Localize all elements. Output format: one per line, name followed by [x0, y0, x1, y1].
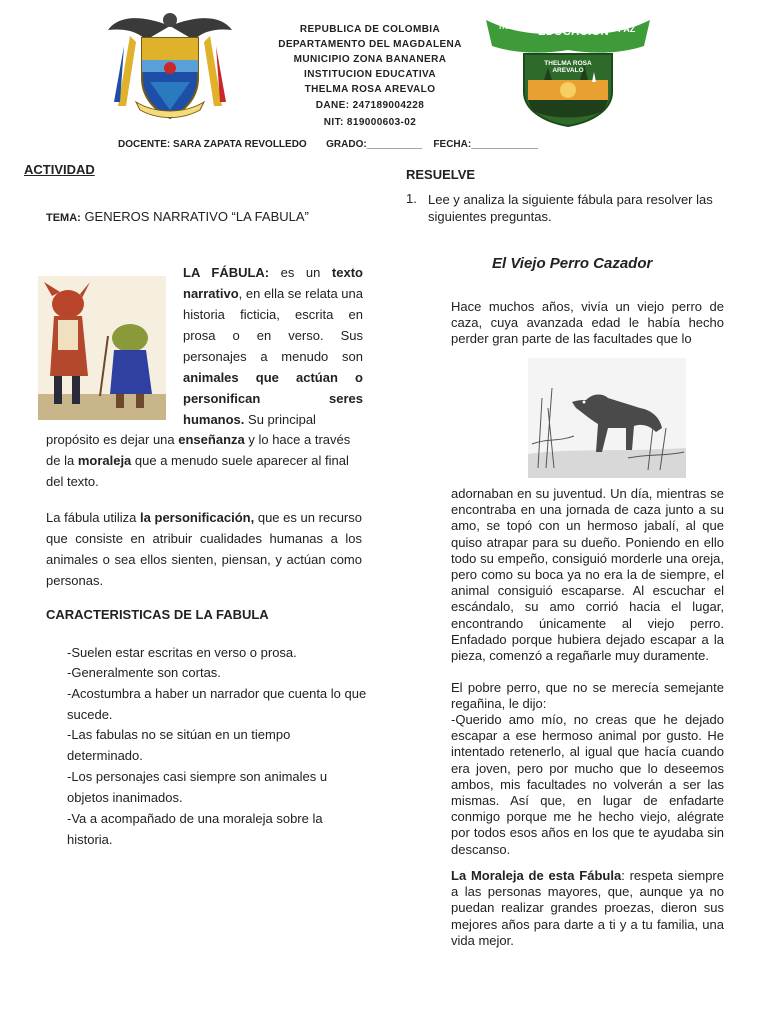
header-line-municipio: MUNICIPIO ZONA BANANERA — [293, 54, 447, 65]
fabula-term: LA FÁBULA: — [183, 265, 270, 280]
header-line-republica: REPUBLICA DE COLOMBIA — [299, 24, 441, 35]
story-paragraph-3: El pobre perro, que no se merecía semejante regañina, le dijo: — [451, 680, 724, 712]
tema-label: TEMA: — [46, 212, 81, 224]
fabula-text-1: es un — [269, 265, 332, 280]
instruction-number: 1. — [406, 191, 417, 206]
logo-banner-trabajo: TRABAJO — [498, 24, 532, 31]
logo-school-name: THELMA ROSA AREVALO — [544, 60, 592, 74]
actividad-heading: ACTIVIDAD — [24, 162, 95, 177]
fabula-text-3: propósito es dejar una — [46, 432, 179, 447]
fabula-definition-top — [183, 262, 363, 430]
fabula-bold-ensenanza: enseñanza — [178, 432, 245, 447]
story-title: El Viejo Perro Cazador — [492, 255, 653, 272]
fabula-bold-moraleja: moraleja — [77, 453, 132, 468]
story-paragraph-2: adornaban en su juventud. Un día, mientras se encontraba en una jornada de caza junto a su amo, se topó con un hermoso jabalí, al que quiso atrapar para su dueño. Poniendo en ello todo su empeño, consiguió morderle una oreja, pero como su boca ya no era la de siempre, el animal consiguió escaparse. Al escuchar el escándalo, su amo corrió hacia el lugar, encontrando únicamente al viejo perro. Enfadado porque hubiera dejado escapar a la pieza, comenzó a regañarle muy duramente. — [451, 486, 724, 664]
docente-grado-fecha-line: DOCENTE: SARA ZAPATA REVOLLEDO GRADO:__________ FECHA:____________ — [118, 139, 538, 150]
resuelve-heading: RESUELVE — [406, 167, 476, 182]
personificacion-text-2: que es un recurso que consiste en atribuir cualidades humanas a los animales o sea ellos sienten, piensan, y actúan como personas. — [46, 510, 362, 588]
story-paragraph-4: -Querido amo mío, no creas que he dejado escapar a ese hermoso animal por gusto. He intentado retenerlo, al igual que hacía cuando era joven, pero por mucho que lo deseemos ambos, mis facultades no volverán a ser las mismas. Así que, en lugar de enfadarte conmigo porque me he hecho viejo, alégrate por todos esos años en los que te ayudaba sin descanso. — [451, 712, 724, 857]
fabula-bold-animales: animales que actúan o personifican seres humanos. — [183, 370, 363, 427]
fable-illustration-icon — [38, 276, 166, 420]
logo-banner-educacion: EDUCACIÓN — [538, 26, 610, 38]
moral-label: La Moraleja de esta Fábula — [451, 868, 622, 883]
caracteristica-item: -Los personajes casi siempre son animales u objetos inanimados. — [67, 769, 328, 805]
hunting-dog-illustration-icon — [528, 358, 686, 478]
personificacion-bold: la personificación, — [140, 510, 255, 525]
caracteristica-item: -Va a acompañado de una moraleja sobre la historia. — [67, 811, 323, 847]
fabula-bold-texto-narrativo: texto narrativo — [183, 265, 363, 301]
header-line-departamento: DEPARTAMENTO DEL MAGDALENA — [278, 39, 462, 50]
school-logo — [484, 10, 652, 128]
personificacion-paragraph — [46, 507, 362, 591]
header-line-dane: DANE: 247189004228 — [315, 100, 425, 111]
tema-line — [46, 209, 309, 224]
caracteristica-item: -Generalmente son cortas. — [67, 665, 221, 680]
moral-paragraph — [451, 868, 724, 949]
caracteristicas-heading: CARACTERISTICAS DE LA FABULA — [46, 607, 269, 622]
fabula-text-2: , en ella se relata una historia ficticia, escrita en prosa o en verso. Sus personajes a menudo son — [183, 286, 363, 364]
header-line-institucion: INSTITUCION EDUCATIVA — [304, 69, 436, 80]
logo-banner-paz: PAZ — [618, 24, 636, 34]
instruction-text: Lee y analiza la siguiente fábula para resolver las siguientes preguntas. — [428, 192, 713, 224]
header-line-school-name: THELMA ROSA AREVALO — [304, 84, 436, 95]
fabula-text-5: que a menudo suele aparecer al final del texto. — [46, 453, 349, 489]
fabula-text-3a: Su principal — [244, 412, 316, 427]
tema-value: GENEROS NARRATIVO “LA FABULA” — [80, 209, 309, 224]
personificacion-text-1: La fábula utiliza — [46, 510, 141, 525]
header-line-nit: NIT: 819000603-02 — [323, 117, 417, 128]
story-paragraph-1: Hace muchos años, vivía un viejo perro de caza, cuya avanzada edad le había hecho perder gran parte de las facultades que lo — [451, 299, 724, 347]
moral-text: : respeta siempre a las personas mayores, que, aunque ya no puedan realizar grandes proezas, dieron sus mejores años para darte a ti y a tu familia, una vida mejor. — [451, 868, 724, 948]
fabula-definition-bottom — [46, 429, 364, 492]
caracteristica-item: -Suelen estar escritas en verso o prosa. — [67, 645, 297, 660]
caracteristica-item: -Las fabulas no se sitúan en un tiempo determinado. — [67, 727, 291, 763]
caracteristica-item: -Acostumbra a haber un narrador que cuenta lo que sucede. — [67, 686, 367, 722]
fabula-text-4: y lo hace a través de la — [46, 432, 351, 468]
